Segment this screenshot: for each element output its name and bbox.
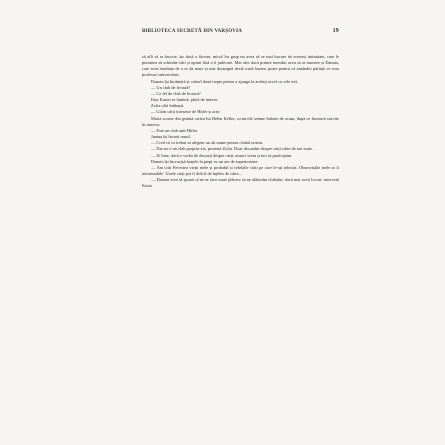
dialogue-line: — Citim cărți interzise de Hitler și arse. bbox=[151, 109, 221, 115]
paragraph: Fața Kasiei se lumină, plină de interes. bbox=[151, 97, 219, 103]
page-number: 19 bbox=[332, 28, 339, 34]
dialogue-line: — Am citit Povestea vieții mele și probabil și celelalte cărți pe care le-ați selectat. Observațiile mele ar fi inestimabile. Unele cărți pot fi dificil de înțeles de către... bbox=[142, 164, 339, 176]
paragraph: Danuta își încântată și coborî două trepte pentru a ajunge la același nivel cu cele trei. bbox=[151, 78, 299, 84]
dialogue-line: — Ei bine, dacă e vorba de discuții despre cărți, atunci vrem și noi să participăm. bbox=[151, 152, 293, 158]
dialogue-line: — Danuta vrea să spună că ne-ar face mare plăcere să ne alăturăm clubului, dacă mai aveți locuri, interveni Kasia bbox=[142, 177, 339, 189]
running-head-title: BIBLIOTECA SECRETĂ DIN VARȘOVIA bbox=[142, 29, 243, 34]
running-head bbox=[142, 28, 339, 34]
dialogue-line: — Dar nu e un club propriu-zis, protestă Zofia. Doar discutăm despre cărți citite de noi toate. bbox=[151, 146, 313, 152]
dialogue-line: — Un club de lectură? bbox=[151, 84, 191, 90]
dialogue-line: — Este un club anti-Hitler. bbox=[151, 127, 198, 133]
paragraph: Zofia oftă înăbușit. bbox=[151, 103, 185, 109]
body-text bbox=[142, 54, 339, 189]
dialogue-line: — Cred că va trebui să alegem un alt nume pentru clubul nostru. bbox=[151, 140, 264, 146]
paragraph: Danuta își încrucișă brațele la piept cu un aer de superioritate. bbox=[151, 158, 259, 164]
paragraph: Maria scoase din geantă cartea lui Helen Keller, cu micile semne îndoite de acum, după ce fuseseră strivite în interior. bbox=[142, 115, 339, 127]
paragraph: Janina își încreți nasul. bbox=[151, 134, 191, 140]
paragraph: să afli să se înscrie, iar dacă o făceau, micul lor grup nu avea să se mai bucure de aceeași intimitate, care le permitea să schimbe idei și opinii fără a fi judecate. Mai ales dacă printre membri avea să se numere și Danuta, care avea tendința de a se da mare și mai deșteaptă decât toată lumea, poate pentru că amândoi părinții ei erau profesori universitari. bbox=[142, 54, 339, 78]
dialogue-line: — Ce fel de club de lectură? bbox=[151, 90, 201, 96]
